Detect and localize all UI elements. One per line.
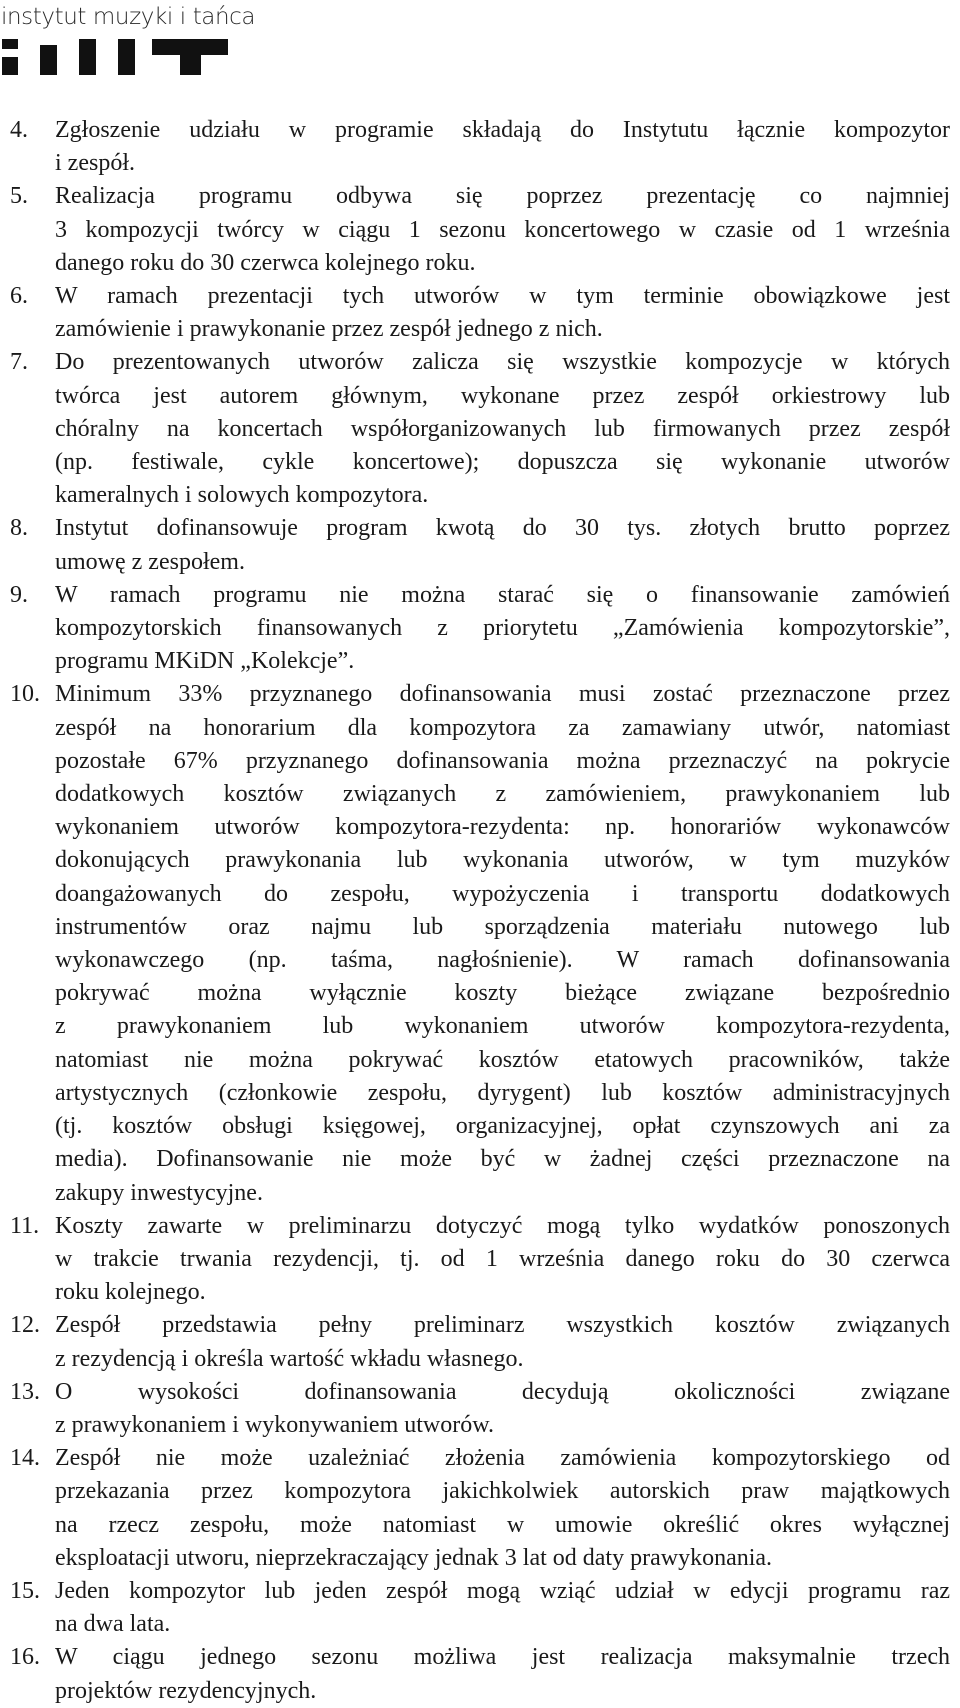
text-line: chóralny na koncertach współorganizowanych lub firmowanych przez zespół [55,415,950,442]
text-line: Minimum 33% przyznanego dofinansowania musi zostać przeznaczone przez [55,681,950,708]
text-line: dokonujących prawykonania lub wykonania utworów, w tym muzyków [55,847,950,874]
list-item-text [55,1309,950,1375]
text-line: zespół na honorarium dla kompozytora za zamawiany utwór, natomiast [55,714,950,741]
text-line: (np. festiwale, cykle koncertowe); dopuszcza się wykonanie utworów [55,449,950,476]
text-line: Zespół nie może uzależniać złożenia zamówienia kompozytorskiego od [55,1445,950,1472]
text-line: instrumentów oraz najmu lub sporządzenia materiału nutowego lub [55,913,950,940]
text-line: media). Dofinansowanie nie może być w żadnej części przeznaczone na [55,1146,950,1173]
text-line: W ciągu jednego sezonu możliwa jest realizacja maksymalnie trzech [55,1644,950,1671]
text-line: wykonawczego (np. taśma, nagłośnienie). W ramach dofinansowania [55,947,950,974]
list-item-number: 7. [10,349,28,376]
list-item-text [55,1210,950,1310]
logo-text: instytut muzyki i tańca [1,4,256,30]
list-item [10,1210,950,1310]
list-item-number: 14. [10,1445,40,1472]
list-item [10,180,950,280]
list-item-number: 5. [10,183,28,210]
list-item-number: 13. [10,1378,40,1405]
list-item-text [55,512,950,578]
text-line: z prawykonaniem i wykonywaniem utworów. [55,1411,495,1438]
list-item [10,1442,950,1575]
text-line: roku kolejnego. [55,1279,206,1306]
list-item [10,512,950,578]
list-item-text [55,180,950,280]
list-item [10,1309,950,1375]
text-line: w trakcie trwania rezydencji, tj. od 1 września danego roku do 30 czerwca [55,1245,950,1272]
text-line: na dwa lata. [55,1611,171,1638]
text-line: dodatkowych kosztów związanych z zamówieniem, prawykonaniem lub [55,781,950,808]
page-header [0,0,960,90]
text-line: Do prezentowanych utworów zalicza się wszystkie kompozycje w których [55,349,950,376]
text-line: wykonaniem utworów kompozytora-rezydenta: np. honorariów wykonawców [55,814,950,841]
list-item-number: 4. [10,117,28,143]
list-item-text [55,114,950,180]
list-item-text [55,678,950,1209]
text-line: zakupy inwestycyjne. [55,1179,263,1206]
text-line: 3 kompozycji twórcy w ciągu 1 sezonu koncertowego w czasie od 1 września [55,216,950,243]
text-line: z rezydencją i określa wartość wkładu własnego. [55,1345,524,1372]
text-line: kameralnych i solowych kompozytora. [55,482,429,509]
list-item-number: 11. [10,1212,40,1239]
text-line: Instytut dofinansowuje program kwotą do 30 tys. złotych brutto poprzez [55,515,950,542]
text-line: eksploatacji utworu, nieprzekraczający jednak 3 lat od daty prawykonania. [55,1544,773,1571]
list-item [10,678,950,1209]
text-line: przekazania przez kompozytora jakichkolwiek autorskich praw majątkowych [55,1478,950,1505]
list-item-text [55,579,950,679]
list-item-text [55,1376,950,1442]
document-body [10,114,950,1708]
list-item [10,114,950,180]
text-line: pokrywać można wyłącznie koszty bieżące związane bezpośrednio [55,980,950,1007]
list-item [10,1376,950,1442]
text-line: Jeden kompozytor lub jeden zespół mogą wziąć udział w edycji programu raz [55,1577,950,1604]
list-item [10,579,950,679]
list-item-number: 10. [10,681,40,708]
text-line: Koszty zawarte w preliminarzu dotyczyć mogą tylko wydatków ponoszonych [55,1212,950,1239]
text-line: programu MKiDN „Kolekcje”. [55,648,355,675]
list-item [10,346,950,512]
text-line: na rzecz zespołu, może natomiast w umowie określić okres wyłącznej [55,1511,950,1538]
list-item-number: 9. [10,581,28,608]
text-line: projektów rezydencyjnych. [55,1677,317,1704]
text-line: artystycznych (członkowie zespołu, dyrygent) lub kosztów administracyjnych [55,1079,950,1106]
list-item-number: 12. [10,1312,40,1339]
list-item-text [55,1442,950,1575]
text-line: Zespół przedstawia pełny preliminarz wszystkich kosztów związanych [55,1312,950,1339]
list-item [10,1575,950,1641]
text-line: z prawykonaniem lub wykonaniem utworów kompozytora-rezydenta, [55,1013,950,1040]
list-item-text [55,346,950,512]
text-line: W ramach prezentacji tych utworów w tym terminie obowiązkowe jest [55,283,950,310]
text-line: pozostałe 67% przyznanego dofinansowania można przeznaczyć na pokrycie [55,747,950,774]
text-line: W ramach programu nie można starać się o finansowanie zamówień [55,581,950,608]
text-line: danego roku do 30 czerwca kolejnego roku. [55,249,476,276]
list-item-text [55,1575,950,1641]
text-line: doangażowanych do zespołu, wypożyczenia i transportu dodatkowych [55,880,950,907]
text-line: (tj. kosztów obsługi księgowej, organizacyjnej, opłat czynszowych ani za [55,1113,950,1140]
list-item-number: 8. [10,515,28,542]
text-line: kompozytorskich finansowanych z priorytetu „Zamówienia kompozytorskie”, [55,615,950,642]
list-item-text [55,1641,950,1707]
list-item [10,1641,950,1707]
text-line: zamówienie i prawykonanie przez zespół jednego z nich. [55,316,603,343]
text-line: umowę z zespołem. [55,548,245,575]
list-item-number: 6. [10,283,28,310]
text-line: Zgłoszenie udziału w programie składają do Instytutu łącznie kompozytor [55,117,950,143]
list-item-number: 16. [10,1644,40,1671]
text-line: O wysokości dofinansowania decydują okoliczności związane [55,1378,950,1405]
list-item [10,280,950,346]
imit-logo [0,37,230,77]
text-line: i zespół. [55,150,135,177]
text-line: twórca jest autorem głównym, wykonane przez zespół orkiestrowy lub [55,382,950,409]
list-item-number: 15. [10,1577,40,1604]
text-line: Realizacja programu odbywa się poprzez prezentację co najmniej [55,183,950,210]
text-line: natomiast nie można pokrywać kosztów etatowych pracowników, także [55,1046,950,1073]
list-item-text [55,280,950,346]
